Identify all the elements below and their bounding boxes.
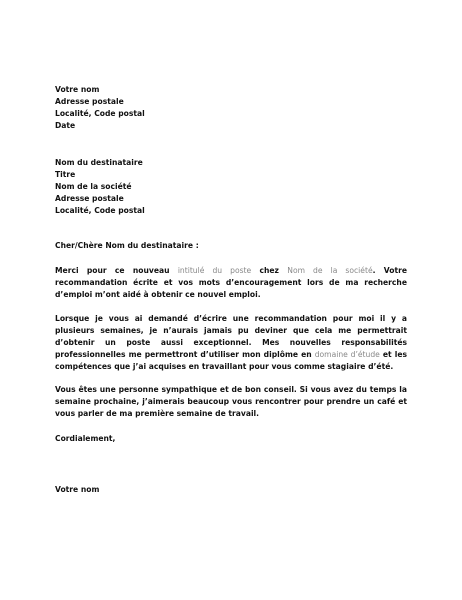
sender-address: Adresse postale xyxy=(55,97,124,106)
paragraph-recommendation-text-1: Lorsque je vous ai demandé d’écrire une recommandation pour moi il y a plusieurs semaines, je n’aurais jamais pu deviner que cela me permettrait d’obtenir un poste aussi exceptionnel. Mes nouvelles responsabilités professionnelles me permettront d’utiliser mon diplôme en xyxy=(55,314,407,359)
field-of-study-placeholder: domaine d’étude xyxy=(314,350,380,359)
closing: Cordialement, xyxy=(55,434,116,443)
recipient-company: Nom de la société xyxy=(55,182,132,191)
recipient-title: Titre xyxy=(55,170,76,179)
recipient-name: Nom du destinataire xyxy=(55,158,143,167)
paragraph-invitation: Vous êtes une personne sympathique et de bon conseil. Si vous avez du temps la semaine prochaine, j’aimerais beaucoup vous rencontrer pour prendre un café et vous parler de ma première semaine de travail. xyxy=(55,385,407,418)
salutation: Cher/Chère Nom du destinataire : xyxy=(55,241,199,250)
sender-block xyxy=(55,84,407,132)
job-title-placeholder: intitulé du poste xyxy=(177,266,252,275)
paragraph-recommendation-text-2: et les compétences que j’ai acquises en travaillant pour vous comme stagiaire d’été. xyxy=(55,350,408,371)
recipient-city: Localité, Code postal xyxy=(55,206,145,215)
company-name-placeholder: Nom de la société xyxy=(287,266,373,275)
paragraph-thanks xyxy=(55,265,407,301)
signature: Votre nom xyxy=(55,485,100,494)
recipient-block xyxy=(55,157,407,217)
sender-name: Votre nom xyxy=(55,85,100,94)
recipient-address: Adresse postale xyxy=(55,194,124,203)
paragraph-thanks-text-2: chez xyxy=(251,266,288,275)
paragraph-thanks-text-3: . Votre recommandation écrite et vos mots d’encouragement lors de ma recherche d’emploi m’ont aidé à obtenir ce nouvel emploi. xyxy=(55,266,407,299)
sender-date: Date xyxy=(55,121,76,130)
paragraph-recommendation xyxy=(55,313,407,373)
sender-city: Localité, Code postal xyxy=(55,109,145,118)
paragraph-thanks-text-1: Merci pour ce nouveau xyxy=(55,266,178,275)
letter-body xyxy=(55,84,407,496)
